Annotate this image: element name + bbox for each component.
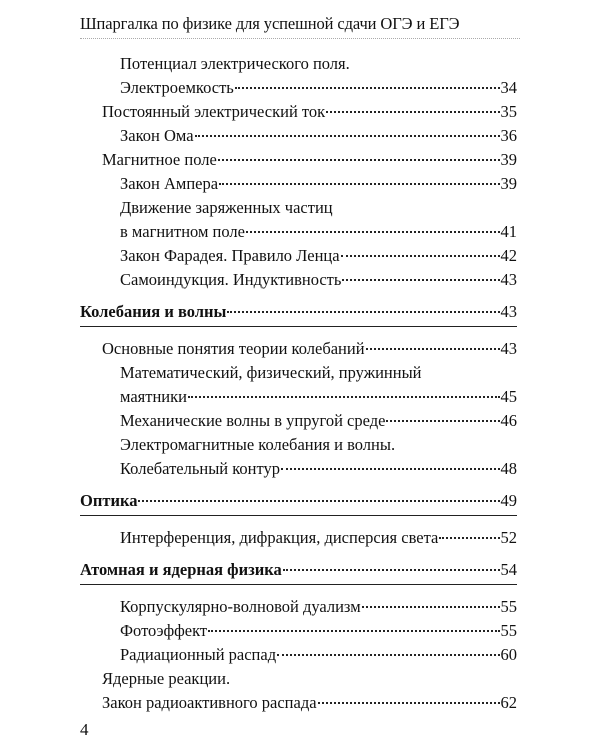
toc-entry-potential-line1: Потенциал электрического поля.	[120, 54, 350, 73]
toc-page-number: 46	[500, 411, 517, 430]
toc-section-optics[interactable]	[80, 489, 517, 513]
toc-entry-em-oscillations[interactable]	[80, 457, 517, 481]
toc-entry-title: Самоиндукция. Индуктивность	[120, 270, 342, 289]
toc-entry-dc-current[interactable]	[80, 100, 517, 124]
toc-page-number: 43	[500, 302, 517, 321]
toc-entry-title: Магнитное поле	[102, 150, 217, 169]
toc-section-title: Колебания и волны	[80, 302, 227, 321]
toc-page-number: 43	[500, 339, 517, 358]
toc-entry-title: Механические волны в упругой среде	[120, 411, 386, 430]
dot-leader	[318, 702, 500, 704]
toc-entry-title: в магнитном поле	[120, 222, 245, 241]
section-rule	[80, 515, 517, 516]
toc-entry-title: Закон радиоактивного распада	[102, 693, 317, 712]
dot-leader	[188, 396, 500, 398]
dot-leader	[342, 279, 499, 281]
toc-entry-radioactive-decay[interactable]	[80, 643, 517, 667]
toc-entry-title: Закон Ома	[120, 126, 194, 145]
toc-page-number: 49	[500, 491, 517, 510]
toc-page-number: 35	[500, 102, 517, 121]
dot-leader	[326, 111, 499, 113]
dot-leader	[277, 654, 499, 656]
toc-entry-title: Интерференция, дифракция, дисперсия света	[120, 528, 439, 547]
toc-entry-ampere[interactable]	[80, 172, 517, 196]
dot-leader	[366, 348, 500, 350]
dot-leader	[439, 537, 499, 539]
dot-leader	[362, 606, 500, 608]
section-rule	[80, 584, 517, 585]
dot-leader	[246, 231, 500, 233]
section-rule	[80, 326, 517, 327]
toc-entry-potential[interactable]	[80, 76, 517, 100]
dot-leader	[281, 468, 500, 470]
dot-leader	[386, 420, 499, 422]
toc-section-title: Атомная и ядерная физика	[80, 560, 282, 579]
toc-entry-oscillation-basics[interactable]	[80, 337, 517, 361]
toc-section-nuclear[interactable]	[80, 558, 517, 582]
toc-entry-nuclear-reactions[interactable]	[80, 691, 517, 715]
toc-page-number: 34	[500, 78, 517, 97]
toc-page-number: 41	[500, 222, 517, 241]
toc-entry-nuclear-reactions-line1: Ядерные реакции.	[102, 669, 231, 688]
toc-page-number: 55	[500, 621, 517, 640]
toc-entry-title: Фотоэффект	[120, 621, 208, 640]
toc-entry-em-oscillations-line1: Электромагнитные колебания и волны.	[120, 435, 396, 454]
dot-leader	[227, 311, 499, 313]
toc-entry-mechanical-waves[interactable]	[80, 409, 517, 433]
toc-entry-title: Корпускулярно-волновой дуализм	[120, 597, 361, 616]
toc-entry-charged-particles[interactable]	[80, 220, 517, 244]
header-rule	[80, 38, 520, 39]
toc-entry-title: Закон Фарадея. Правило Ленца	[120, 246, 340, 265]
toc-entry-ohm[interactable]	[80, 124, 517, 148]
toc-entry-wave-particle[interactable]	[80, 595, 517, 619]
toc-page-number: 43	[500, 270, 517, 289]
toc-section-oscillations[interactable]	[80, 300, 517, 324]
dot-leader	[218, 159, 500, 161]
toc-entry-charged-particles-line1: Движение заряженных частиц	[120, 198, 333, 217]
toc-entry-self-induction[interactable]	[80, 268, 517, 292]
toc-section-title: Оптика	[80, 491, 138, 510]
toc-entry-title: Радиационный распад	[120, 645, 277, 664]
dot-leader	[195, 135, 500, 137]
toc-entry-magnetic-field[interactable]	[80, 148, 517, 172]
toc-entry-pendulums-line1: Математический, физический, пружинный	[120, 363, 422, 382]
toc-entry-interference[interactable]	[80, 526, 517, 550]
toc-page-number: 55	[500, 597, 517, 616]
toc-entry-title: Электроемкость	[120, 78, 234, 97]
dot-leader	[341, 255, 500, 257]
toc-page-number: 60	[500, 645, 517, 664]
toc-page-number: 39	[500, 174, 517, 193]
dot-leader	[208, 630, 499, 632]
toc-page-number: 39	[500, 150, 517, 169]
dot-leader	[283, 569, 500, 571]
page-number: 4	[80, 720, 89, 739]
toc-page-number: 36	[500, 126, 517, 145]
dot-leader	[219, 183, 499, 185]
dot-leader	[235, 87, 500, 89]
toc-page-number: 42	[500, 246, 517, 265]
toc-page-number: 54	[500, 560, 517, 579]
toc-entry-photoeffect[interactable]	[80, 619, 517, 643]
table-of-contents	[80, 52, 517, 715]
toc-page-number: 52	[500, 528, 517, 547]
dot-leader	[138, 500, 499, 502]
toc-entry-title: Основные понятия теории колебаний	[102, 339, 365, 358]
toc-page-number: 62	[500, 693, 517, 712]
toc-entry-title: Постоянный электрический ток	[102, 102, 326, 121]
toc-entry-faraday[interactable]	[80, 244, 517, 268]
toc-entry-title: маятники	[120, 387, 187, 406]
toc-page-number: 48	[500, 459, 517, 478]
toc-entry-pendulums[interactable]	[80, 385, 517, 409]
running-header: Шпаргалка по физике для успешной сдачи ОГЭ и ЕГЭ	[80, 14, 460, 33]
toc-page-number: 45	[500, 387, 517, 406]
toc-entry-title: Колебательный контур	[120, 459, 280, 478]
toc-entry-title: Закон Ампера	[120, 174, 219, 193]
